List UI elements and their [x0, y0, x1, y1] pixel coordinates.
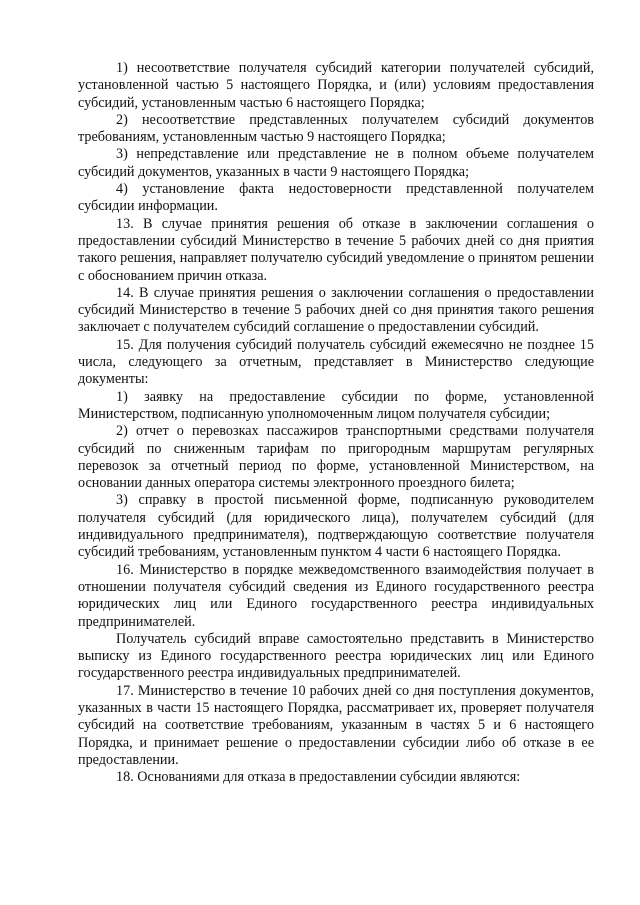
paragraph-13: 13. В случае принятия решения об отказе в заключении соглашения о предоставлении субсидий Министерство в течение 5 рабочих дней со дня приятия такого решения, направляет получателю субсидий уведомление о принятом решении с обоснованием причин отказа. [78, 215, 594, 284]
paragraph-item-3-documents-incomplete: 3) непредставление или представление не в полном объеме получателем субсидий документов, указанных в части 9 настоящего Порядка; [78, 146, 594, 180]
paragraph-15-item-2-report: 2) отчет о перевозках пассажиров транспортными средствами получателя субсидий по сниженным тарифам по пригородным маршрутам регулярных перевозок за отчетный период по форме, установленной Министерством, на основании данных оператора системы электронного проездного билета; [78, 423, 594, 492]
paragraph-15-item-3-certificate: 3) справку в простой письменной форме, подписанную руководителем получателя субсидий (для юридического лица), получателем субсидий (для индивидуального предпринимателя), подтверждающую соответствие получателя субсидий требованиям, установленным пунктом 4 части 6 настоящего Порядка. [78, 492, 594, 561]
paragraph-14: 14. В случае принятия решения о заключении соглашения о предоставлении субсидий Министерство в течение 5 рабочих дней со дня принятия такого решения заключает с получателем субсидий соглашение о предоставлении субсидий. [78, 284, 594, 336]
paragraph-item-4-false-information: 4) установление факта недостоверности представленной получателем субсидии информации. [78, 181, 594, 215]
paragraph-item-1-noncompliance-category: 1) несоответствие получателя субсидий категории получателей субсидий, установленной частью 5 настоящего Порядка, и (или) условиям предоставления субсидий, установленным частью 6 настоящего Порядка; [78, 60, 594, 111]
paragraph-item-2-documents-noncompliance: 2) несоответствие представленных получателем субсидий документов требованиям, установленным частью 9 настоящего Порядка; [78, 111, 594, 146]
paragraph-15: 15. Для получения субсидий получатель субсидий ежемесячно не позднее 15 числа, следующего за отчетным, представляет в Министерство следующие документы: [78, 336, 594, 388]
paragraph-18: 18. Основаниями для отказа в предоставлении субсидии являются: [116, 769, 521, 786]
paragraph-15-item-1-application: 1) заявку на предоставление субсидии по форме, установленной Министерством, подписанную уполномоченным лицом получателя субсидии; [78, 388, 594, 422]
paragraph-16: 16. Министерство в порядке межведомственного взаимодействия получает в отношении получателя субсидий сведения из Единого государственного реестра юридических лиц или Единого государственного реестра индивидуальных предпринимателей. [78, 561, 594, 630]
paragraph-17: 17. Министерство в течение 10 рабочих дней со дня поступления документов, указанных в части 15 настоящего Порядка, рассматривает их, проверяет получателя субсидий на соответствие требованиям, указанным в частях 5 и 6 настоящего Порядка, и принимает решение о предоставлении субсидии либо об отказе в ее предоставлении. [78, 682, 594, 768]
paragraph-16-recipient-right: Получатель субсидий вправе самостоятельно представить в Министерство выписку из Единого государственного реестра юридических лиц или Единого государственного реестра индивидуальных предпринимателей. [78, 630, 594, 682]
document-page [78, 60, 594, 786]
